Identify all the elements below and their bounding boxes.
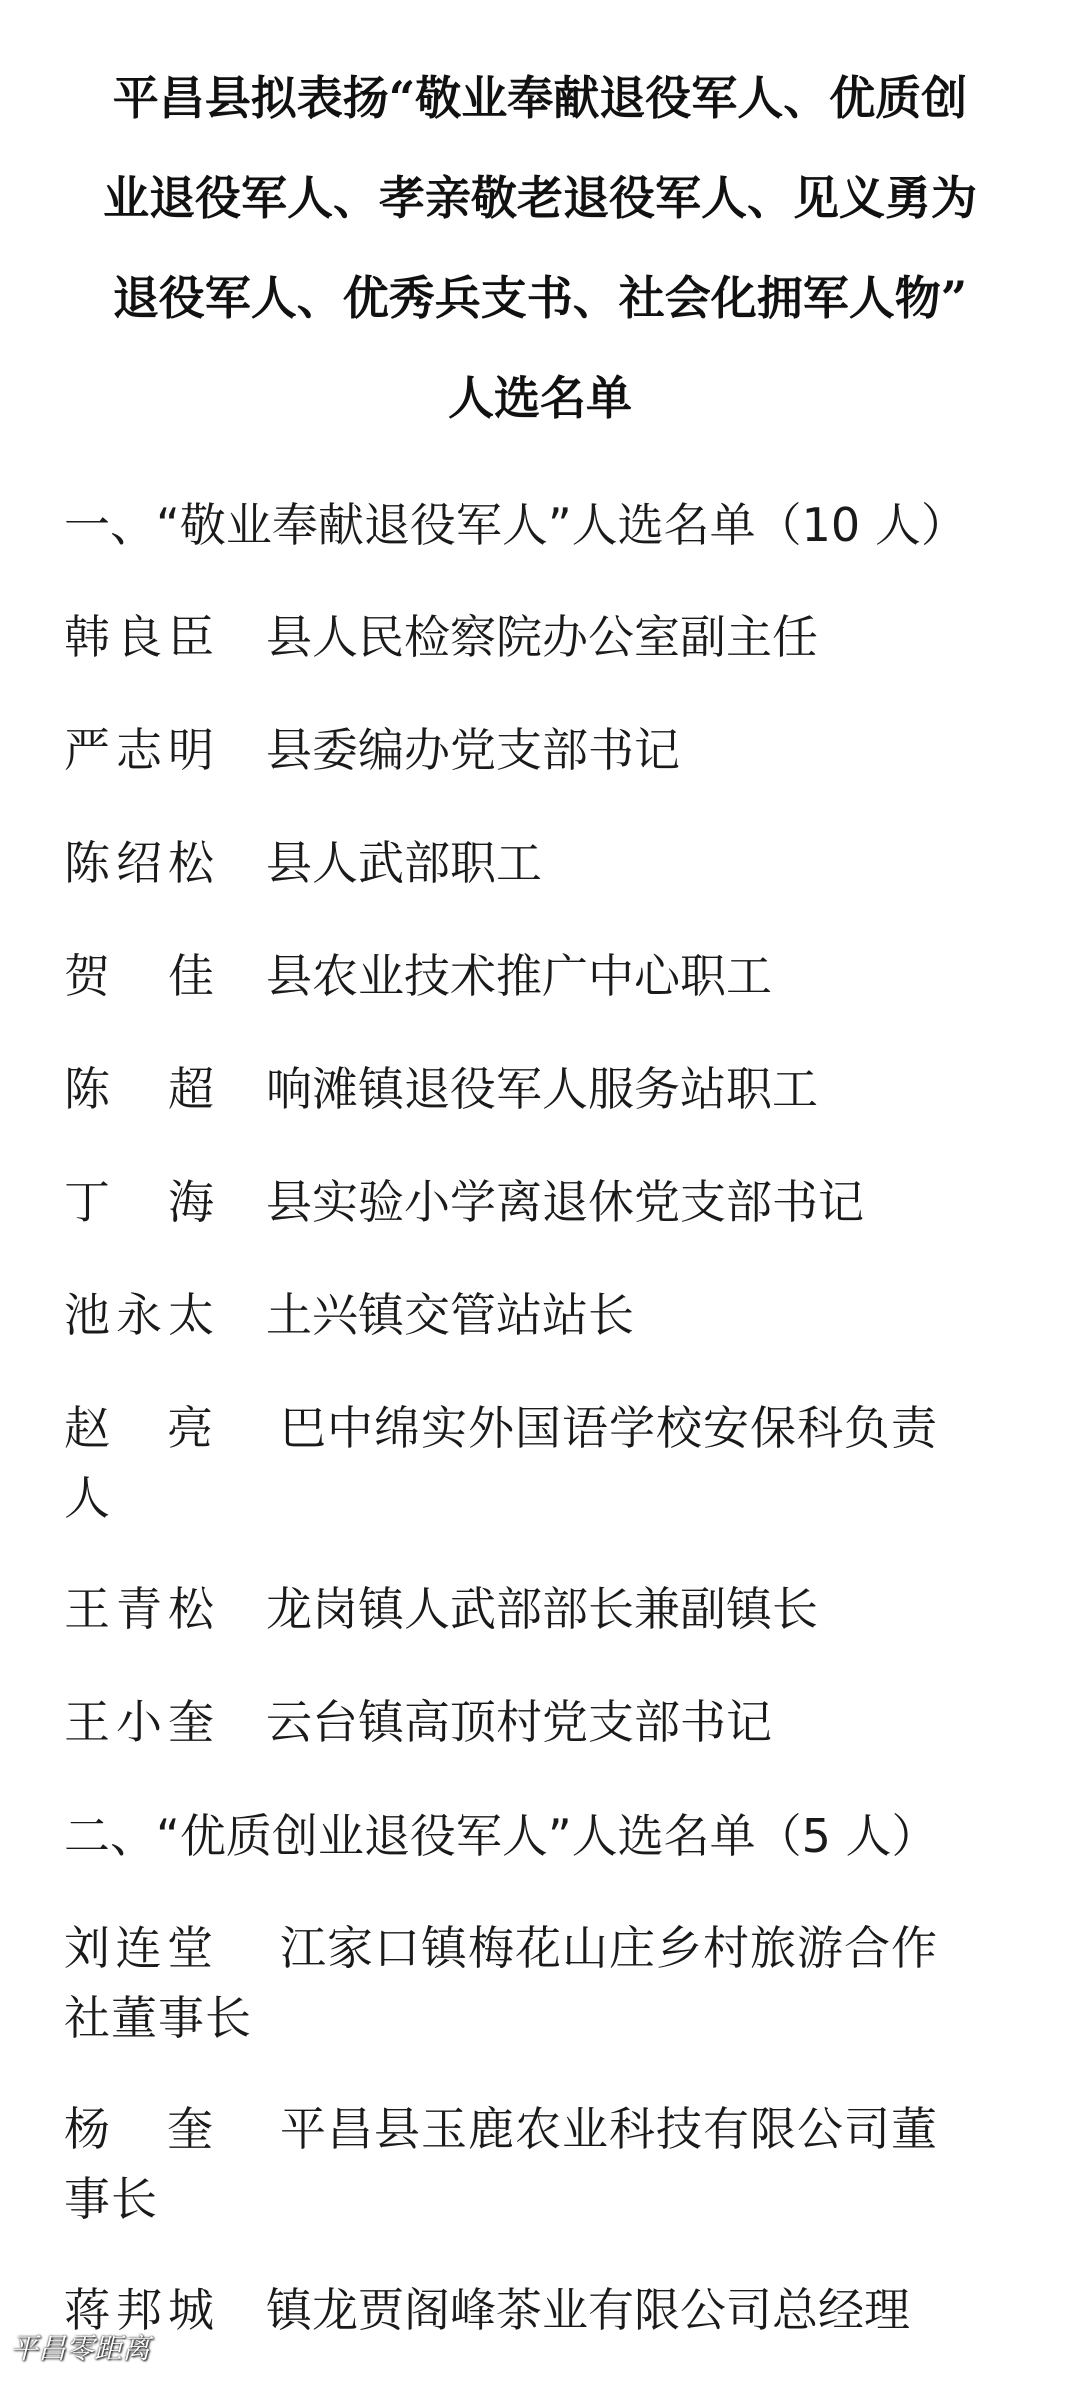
nominee-position: 县人武部职工 [266, 836, 542, 890]
nominee-name: 池永太 [64, 1288, 214, 1342]
nominee-position: 镇龙贾阁峰茶业有限公司总经理 [266, 2283, 910, 2337]
nominee-position: 县委编办党支部书记 [266, 723, 680, 777]
title-line-4: 人选名单 [448, 371, 632, 425]
nominee-entry-text [64, 2094, 1040, 2234]
nominee-position: 响滩镇退役军人服务站职工 [266, 1062, 818, 1116]
nominee-name: 陈绍松 [64, 836, 214, 890]
nominee-position: 云台镇高顶村党支部书记 [266, 1695, 772, 1749]
nominee-position: 县农业技术推广中心职工 [266, 949, 772, 1003]
nominee-entry-text [64, 1913, 1040, 2053]
list-item [64, 2275, 1040, 2345]
list-item [64, 602, 1040, 672]
list-item [64, 1054, 1040, 1124]
section-heading-1: 一、“敬业奉献退役军人”人选名单（10 人） [64, 498, 967, 552]
nominee-position-line-1: 平昌县玉鹿农业科技有限公司董 [280, 2102, 938, 2156]
nominee-position-line-2: 人 [64, 1471, 111, 1525]
nominee-name: 赵亮 [64, 1401, 214, 1455]
title-line-2: 业退役军人、孝亲敬老退役军人、见义勇为 [103, 171, 977, 225]
section-heading-2: 二、“优质创业退役军人”人选名单（5 人） [64, 1809, 938, 1863]
list-item [64, 1687, 1040, 1757]
list-item [64, 1574, 1040, 1644]
nominee-position-line-2: 社董事长 [64, 1991, 252, 2045]
title-line-1: 平昌县拟表扬“敬业奉献退役军人、优质创 [112, 71, 968, 125]
nominee-name: 陈超 [64, 1062, 214, 1116]
list-item [64, 715, 1040, 785]
nominee-position-line-1: 巴中绵实外国语学校安保科负责 [280, 1401, 938, 1455]
title-line-3: 退役军人、优秀兵支书、社会化拥军人物” [112, 271, 968, 325]
nominee-position: 龙岗镇人武部部长兼副镇长 [266, 1582, 818, 1636]
nominee-position: 土兴镇交管站站长 [266, 1288, 634, 1342]
nominee-name: 杨奎 [64, 2102, 214, 2156]
nominee-entry-text [64, 1393, 1040, 1533]
nominee-position-line-2: 事长 [64, 2172, 158, 2226]
list-item [64, 828, 1040, 898]
nominee-name: 王青松 [64, 1582, 214, 1636]
nominee-list [64, 490, 1040, 2388]
list-item [64, 941, 1040, 1011]
nominee-name: 丁海 [64, 1175, 214, 1229]
watermark: 平昌零距离 [10, 2332, 151, 2365]
list-item [64, 1280, 1040, 1350]
nominee-name: 贺佳 [64, 949, 214, 1003]
list-item [64, 1913, 1040, 2053]
nominee-name: 王小奎 [64, 1695, 214, 1749]
document-title [0, 0, 1080, 448]
nominee-name: 严志明 [64, 723, 214, 777]
list-item [64, 1167, 1040, 1237]
nominee-position: 县实验小学离退休党支部书记 [266, 1175, 864, 1229]
list-item [64, 1393, 1040, 1533]
nominee-position: 县人民检察院办公室副主任 [266, 610, 818, 664]
list-item [64, 2094, 1040, 2234]
nominee-name: 韩良臣 [64, 610, 214, 664]
nominee-name: 刘连堂 [64, 1921, 214, 1975]
nominee-position-line-1: 江家口镇梅花山庄乡村旅游合作 [280, 1921, 938, 1975]
nominee-name: 蒋邦城 [64, 2283, 214, 2337]
